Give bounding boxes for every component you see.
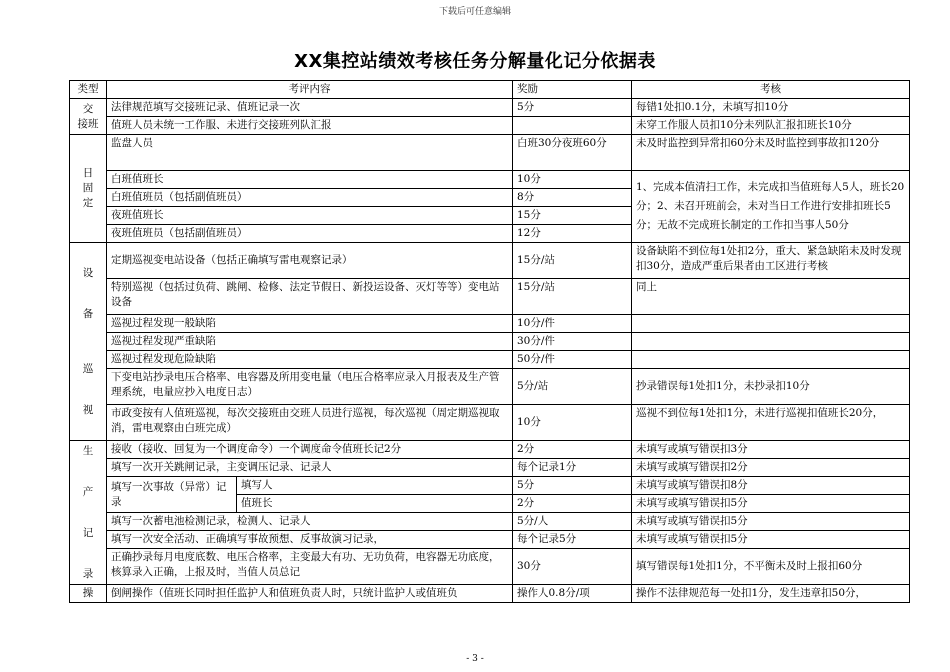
reward-cell: 5分 [513, 477, 632, 495]
assess-cell [632, 315, 910, 333]
type-char: 巡 [82, 362, 94, 375]
spacer [72, 377, 104, 403]
assess-cell: 未填写或填写错误扣5分 [632, 513, 910, 531]
type-char: 固 [82, 182, 94, 194]
reward-cell: 10分 [513, 405, 632, 441]
reward-cell: 12分 [513, 225, 632, 243]
content-cell: 填写一次蓄电池检测记录，检测人、记录人 [107, 513, 513, 531]
reward-cell: 白班30分夜班60分 [513, 135, 632, 171]
table-row [70, 117, 910, 135]
page-title: XX集控站绩效考核任务分解量化记分依据表 [294, 51, 656, 72]
reward-cell [513, 117, 632, 135]
assess-cell: 未及时监控到异常扣60分未及时监控到事故扣120分 [632, 135, 910, 171]
type-char: 备 [82, 307, 94, 320]
content-cell: 夜班值班长 [107, 207, 513, 225]
assess-cell: 未填写或填写错误扣8分 [632, 477, 910, 495]
role-cell: 值班长 [237, 495, 513, 513]
assess-cell: 设备缺陷不到位每1处扣2分，重大、紧急缺陷未及时发现扣30分，造成严重后果者由工区进行考核 [632, 243, 910, 279]
reward-cell: 30分 [513, 549, 632, 585]
reward-cell: 15分/站 [513, 279, 632, 315]
content-cell: 法律规范填写交接班记录、值班记录一次 [107, 99, 513, 117]
header-reward: 奖励 [513, 81, 632, 99]
scoring-table [69, 80, 910, 603]
table-row [70, 459, 910, 477]
table-row [70, 171, 910, 189]
content-cell: 特别巡视（包括过负荷、跳闸、检修、法定节假日、新投运设备、灭灯等等）变电站设备 [107, 279, 513, 315]
table-row [70, 351, 910, 369]
header-assess: 考核 [632, 81, 910, 99]
assess-cell [632, 351, 910, 369]
reward-cell: 15分 [513, 207, 632, 225]
assess-cell: 每错1处扣0.1分，未填写扣10分 [632, 99, 910, 117]
type-char: 日 [82, 167, 94, 179]
accident-label-cell: 填写一次事故（异常）记录 [107, 477, 237, 513]
table-row [70, 405, 910, 441]
table-row [70, 513, 910, 531]
assess-cell: 未填写或填写错误扣3分 [632, 441, 910, 459]
type-char: 生 [82, 444, 94, 457]
table-row [70, 99, 910, 117]
content-cell: 巡视过程发现危险缺陷 [107, 351, 513, 369]
table-row [70, 531, 910, 549]
reward-cell: 5分/站 [513, 369, 632, 405]
type-char: 录 [82, 567, 94, 580]
table-row [70, 477, 910, 495]
content-cell: 巡视过程发现一般缺陷 [107, 315, 513, 333]
type-char: 产 [82, 485, 94, 498]
assess-cell: 未填写或填写错误扣5分 [632, 531, 910, 549]
table-row [70, 243, 910, 279]
assess-cell: 填写错误每1处扣1分，不平衡未及时上报扣60分 [632, 549, 910, 585]
table-row [70, 135, 910, 171]
content-cell: 倒闸操作（值班长同时担任监护人和值班负责人时，只统计监护人或值班负 [107, 585, 513, 603]
assess-cell: 抄录错误每1处扣1分，未抄录扣10分 [632, 369, 910, 405]
reward-cell: 每个记录5分 [513, 531, 632, 549]
assess-cell-merged: 1、完成本值清扫工作，未完成扣当值班每人5人，班长20分；2、未召开班前会，未对当日工作进行安排扣班长5分；无故不完成班长制定的工作扣当事人50分 [632, 171, 910, 243]
assess-cell: 未填写或填写错误扣5分 [632, 495, 910, 513]
type-char: 记 [82, 526, 94, 539]
type-char: 接班 [77, 117, 99, 130]
content-cell: 下变电站抄录电压合格率、电容器及所用变电量（电压合格率应录入月报表及生产管理系统，电量应抄入电度日志） [107, 369, 513, 405]
spacer [72, 322, 104, 362]
content-cell: 定期巡视变电站设备（包括正确填写雷电观察记录） [107, 243, 513, 279]
reward-cell: 50分/件 [513, 351, 632, 369]
content-cell: 白班值班长 [107, 171, 513, 189]
type-cell-records [70, 441, 107, 585]
reward-cell: 5分 [513, 99, 632, 117]
content-cell: 夜班值班员（包括副值班员） [107, 225, 513, 243]
content-cell: 监盘人员 [107, 135, 513, 171]
content-cell: 巡视过程发现严重缺陷 [107, 333, 513, 351]
type-char: 视 [82, 403, 94, 416]
role-cell: 填写人 [237, 477, 513, 495]
reward-cell: 10分 [513, 171, 632, 189]
type-cell-operation [70, 585, 107, 603]
spacer [72, 281, 104, 307]
content-cell: 白班值班员（包括副值班员） [107, 189, 513, 207]
table-row [70, 585, 910, 603]
reward-cell: 2分 [513, 441, 632, 459]
header-content: 考评内容 [107, 81, 513, 99]
content-cell: 填写一次安全活动、正确填写事故预想、反事故演习记录， [107, 531, 513, 549]
assess-cell: 巡视不到位每1处扣1分，未进行巡视扣值班长20分， [632, 405, 910, 441]
table-row [70, 549, 910, 585]
reward-cell: 5分/人 [513, 513, 632, 531]
type-cell-daily [70, 135, 107, 243]
page-number: - 3 - [466, 654, 484, 664]
spacer [72, 541, 104, 567]
table-row [70, 441, 910, 459]
assess-cell: 同上 [632, 279, 910, 315]
table-header-row [70, 81, 910, 99]
reward-cell: 15分/站 [513, 243, 632, 279]
assess-cell: 操作不法律规范每一处扣1分，发生违章扣50分， [632, 585, 910, 603]
reward-cell: 操作人0.8分/项 [513, 585, 632, 603]
content-cell: 市政变按有人值班巡视，每次交接班由交班人员进行巡视，每次巡视（周定期巡视取消，雷电观察由白班完成） [107, 405, 513, 441]
reward-cell: 10分/件 [513, 315, 632, 333]
table-row [70, 279, 910, 315]
content-cell: 值班人员未统一工作服、未进行交接班列队汇报 [107, 117, 513, 135]
header-type: 类型 [70, 81, 107, 99]
assess-cell: 未穿工作服人员扣10分未列队汇报扣班长10分 [632, 117, 910, 135]
type-char: 设 [82, 266, 94, 279]
type-char: 交 [82, 102, 94, 115]
content-cell: 接收（接收、回复为一个调度命令）一个调度命令值班长记2分 [107, 441, 513, 459]
table-row [70, 369, 910, 405]
type-cell-patrol [70, 243, 107, 441]
top-note: 下载后可任意编辑 [438, 7, 511, 17]
type-char: 定 [82, 197, 94, 209]
type-cell-handover [70, 99, 107, 135]
reward-cell: 每个记录1分 [513, 459, 632, 477]
content-cell: 填写一次开关跳闸记录，主变调压记录、记录人 [107, 459, 513, 477]
content-cell: 正确抄录每月电度底数、电压合格率，主变最大有功、无功负荷，电容器无功底度，核算录入正确，上报及时，当值人员总记 [107, 549, 513, 585]
reward-cell: 8分 [513, 189, 632, 207]
spacer [72, 459, 104, 485]
type-char: 操 [82, 587, 94, 599]
assess-cell: 未填写或填写错误扣2分 [632, 459, 910, 477]
table-row [70, 333, 910, 351]
assess-cell [632, 333, 910, 351]
reward-cell: 30分/件 [513, 333, 632, 351]
spacer [72, 500, 104, 526]
table-row [70, 315, 910, 333]
reward-cell: 2分 [513, 495, 632, 513]
